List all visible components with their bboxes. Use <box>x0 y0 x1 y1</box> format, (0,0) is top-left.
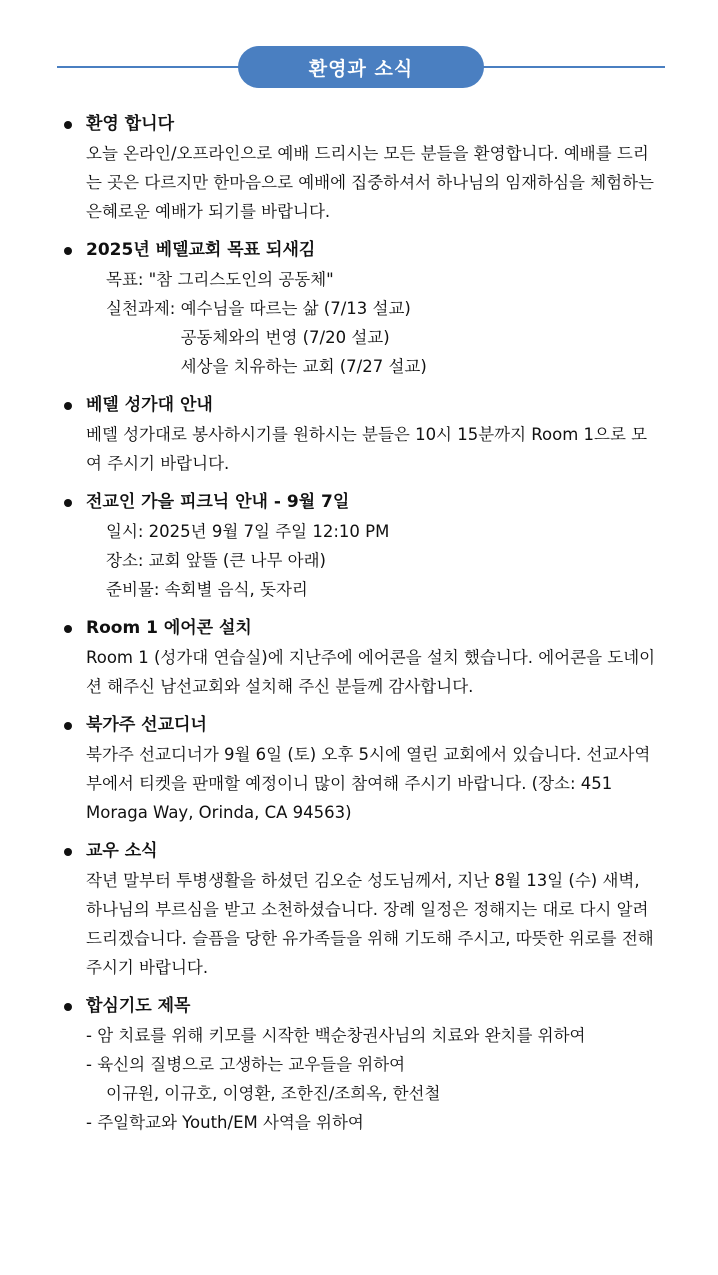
announcement-heading: 합심기도 제목 <box>86 996 191 1016</box>
header-title: 환영과 소식 <box>238 46 484 88</box>
prayer-item: - 암 치료를 위해 키모를 시작한 백순창권사님의 치료와 완치를 위하여 <box>86 1026 586 1045</box>
announcement-heading: 환영 합니다 <box>86 114 175 134</box>
announcement-heading: 교우 소식 <box>86 841 158 861</box>
announcement-heading: Room 1 에어콘 설치 <box>86 618 252 638</box>
bullet-icon <box>64 1003 72 1011</box>
picnic-location: 장소: 교회 앞뜰 (큰 나무 아래) <box>106 551 326 570</box>
section-header <box>0 46 718 88</box>
goal-line: 목표: "참 그리스도인의 공동체" <box>106 270 334 289</box>
bullet-icon <box>64 499 72 507</box>
announcement-member-news <box>64 837 660 982</box>
announcement-aircon <box>64 614 660 701</box>
announcement-list <box>64 110 660 1147</box>
bullet-icon <box>64 247 72 255</box>
prayer-names: 이규원, 이규호, 이영환, 조한진/조희옥, 한선철 <box>106 1084 441 1103</box>
practice-label: 실천과제: <box>106 299 181 318</box>
announcement-picnic <box>64 488 660 604</box>
announcement-choir <box>64 391 660 478</box>
announcement-heading: 2025년 베델교회 목표 되새김 <box>86 240 316 260</box>
announcement-body: 베델 성가대로 봉사하시기를 원하시는 분들은 10시 15분까지 Room 1으로 모여 주시기 바랍니다. <box>86 425 648 473</box>
practice-list <box>181 294 427 381</box>
practice-tasks <box>86 294 660 381</box>
picnic-date: 일시: 2025년 9월 7일 주일 12:10 PM <box>106 522 390 541</box>
announcement-body: 작년 말부터 투병생활을 하셨던 김오순 성도님께서, 지난 8월 13일 (수) 새벽, 하나님의 부르심을 받고 소천하셨습니다. 장례 일정은 정해지는 대로 다시 알려드리겠습니다. 슬픔을 당한 유가족들을 위해 기도해 주시고, 따뜻한 위로를 전해주시기 바랍니다. <box>86 871 654 977</box>
prayer-item: - 육신의 질병으로 고생하는 교우들을 위하여 <box>86 1055 406 1074</box>
bullet-icon <box>64 722 72 730</box>
announcement-heading: 전교인 가을 피크닉 안내 - 9월 7일 <box>86 492 350 512</box>
announcement-body: 오늘 온라인/오프라인으로 예배 드리시는 모든 분들을 환영합니다. 예배를 드리는 곳은 다르지만 한마음으로 예배에 집중하셔서 하나님의 임재하심을 체험하는 은혜로운 예배가 되기를 바랍니다. <box>86 144 654 221</box>
bullet-icon <box>64 402 72 410</box>
practice-item: 예수님을 따르는 삶 (7/13 설교) <box>180 299 411 318</box>
announcement-heading: 북가주 선교디너 <box>86 715 207 735</box>
announcement-body: 북가주 선교디너가 9월 6일 (토) 오후 5시에 열린 교회에서 있습니다. 선교사역부에서 티켓을 판매할 예정이니 많이 참여해 주시기 바랍니다. (장소: 451 Moraga Way, Orinda, CA 94563) <box>86 745 651 822</box>
header-divider-left <box>57 66 247 68</box>
announcement-mission-dinner <box>64 711 660 827</box>
announcement-church-goal <box>64 236 660 381</box>
announcement-welcome <box>64 110 660 226</box>
bullet-icon <box>64 625 72 633</box>
announcement-prayer <box>64 992 660 1137</box>
bullet-icon <box>64 848 72 856</box>
practice-item: 세상을 치유하는 교회 (7/27 설교) <box>180 357 427 376</box>
header-divider-right <box>475 66 665 68</box>
prayer-item: - 주일학교와 Youth/EM 사역을 위하여 <box>86 1113 364 1132</box>
announcement-body: Room 1 (성가대 연습실)에 지난주에 에어콘을 설치 했습니다. 에어콘을 도네이션 해주신 남선교회와 설치해 주신 분들께 감사합니다. <box>86 648 656 696</box>
bullet-icon <box>64 121 72 129</box>
practice-item: 공동체와의 번영 (7/20 설교) <box>180 328 390 347</box>
announcement-heading: 베델 성가대 안내 <box>86 395 213 415</box>
picnic-supplies: 준비물: 속회별 음식, 돗자리 <box>106 580 308 599</box>
